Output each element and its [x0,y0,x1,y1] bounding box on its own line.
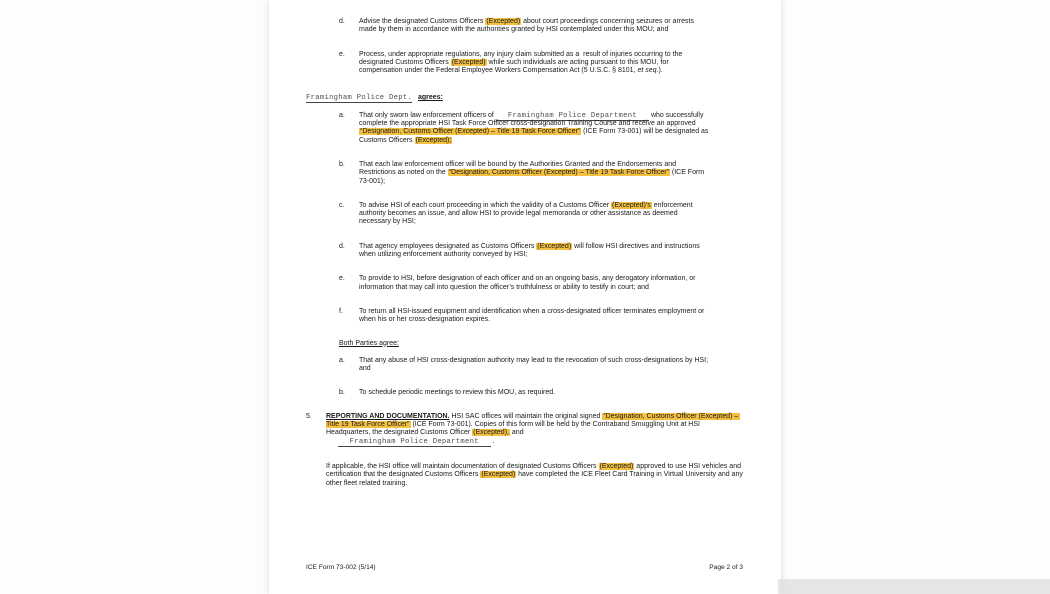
both-parties-heading [306,340,743,348]
highlighted-text: (Excepted) [486,18,521,25]
section-5-reporting [306,413,743,446]
text-segment: (ICE Form 73-001). Copies of this form will be held by the Contraband Smuggling Unit at HSI Headquarters, the designated Customs Officer [326,421,702,437]
item-text [359,357,711,374]
document-body [306,18,743,488]
agency-item-e [306,275,743,292]
highlighted-text: (Excepted) [599,462,634,470]
item-text [306,94,743,102]
if-applicable-paragraph [306,463,743,488]
highlighted-text: (Excepted) [481,471,516,479]
highlighted-text: (Excepted); [415,136,452,144]
text-segment: That agency employees designated as Customs Officers [359,242,537,250]
text-segment: Advise the designated Customs Officers [359,18,486,25]
item-label: f. [339,307,343,315]
agency-item-b [306,161,743,186]
item-text [359,202,711,227]
item-label: d. [339,18,345,25]
agency-item-f [306,308,743,325]
text-segment: To advise HSI of each court proceeding in which the validity of a Customs Officer [359,201,611,209]
item-text [359,308,711,325]
text-segment: (ICE Form 73-001) will be designated as Customs Officers [359,128,711,144]
text-segment: That any abuse of HSI cross-designation authority may lead to the revocation of such cross-designations by HSI; and [359,356,710,373]
text-segment: Process, under appropriate regulations, any injury claim submitted as a result of injuries occurring to the designated Customs Officers [359,50,685,66]
form-filled-text: Framingham Police Dept. [306,94,413,103]
text-segment: Both Parties agree: [339,339,399,347]
text-segment: That each law enforcement officer will be bound by the Authorities Granted and the Endorsements and Restrictions as noted on the [359,160,678,177]
agency-item-d [306,243,743,260]
item-label: b. [339,160,345,168]
text-segment: (ICE Form 73-001); [359,169,707,185]
text-segment: et seq [637,67,657,75]
background-strip [778,579,1050,594]
document-page [269,0,781,594]
text-segment: while such individuals are acting pursuant to this MOU, for compensation under the Federal Employee Workers Compensation Act (5 U.S.C. § 8101, [359,58,671,75]
item-text [326,413,743,446]
item-label: a. [339,356,345,364]
item-text [326,463,743,488]
text-segment: To provide to HSI, before designation of each officer and on an ongoing basis, any derogatory information, or information that may call into question the officer’s truthfulness or ability to testify in court; and [359,275,698,291]
text-segment: about court proceedings concerning seizures or arrests made by them in accordance with the authorities granted by HSI contemplated under this MOU; and [359,18,696,34]
page-number: Page 2 of 3 [709,564,743,571]
both-item-a [306,357,743,374]
text-segment: agrees: [417,94,443,102]
item-text [359,51,711,76]
agency-agrees-heading [306,94,743,102]
item-label: 5. [306,412,312,420]
agency-item-c [306,202,743,227]
highlighted-text: (Excepted) [537,242,572,250]
text-segment: will follow HSI directives and instructions when utilizing enforcement authority conveyed by HSI; [359,242,702,259]
text-segment: have completed the ICE Fleet Card Training in Virtual University and any other fleet related training. [326,471,745,487]
item-text [359,18,711,35]
item-text [339,340,743,348]
item-label: b. [339,389,345,397]
text-segment: To schedule periodic meetings to review this MOU, as required. [359,389,556,397]
text-segment [326,438,338,445]
text-segment: REPORTING AND DOCUMENTATION. [326,412,450,420]
item-label: e. [339,275,345,283]
item-label: a. [339,111,345,119]
page-footer [306,564,743,571]
text-segment: . [490,437,495,445]
text-segment: That only sworn law enforcement officers of [359,111,496,119]
item-label: d. [339,242,345,250]
text-segment: and [509,429,524,437]
item-text [359,389,711,397]
text-segment: If applicable, the HSI office will maintain documentation of designated Customs Officers [326,462,599,470]
text-segment: approved to use HSI vehicles and certification that the designated Customs Officers [326,462,743,479]
item-label: c. [339,201,345,209]
form-number: ICE Form 73-002 (5/14) [306,564,376,571]
form-filled-text: Framingham Police Department [496,112,649,121]
hsi-item-e [306,51,743,76]
highlighted-text: (Excepted), [473,429,509,437]
item-text [359,275,711,292]
item-text [359,243,711,260]
form-filled-text: Framingham Police Department [338,438,491,447]
text-segment: who successfully complete the appropriate HSI Task Force Officer cross-designation Training Course and receive an approved [359,111,706,128]
text-segment: HSI SAC offices will maintain the original signed [449,412,603,420]
highlighted-text: “Designation, Customs Officer (Excepted) – Title 19 Task Force Officer” [360,128,581,136]
item-label: e. [339,50,345,58]
text-segment: enforcement authority becomes an issue, and allow HSI to provide legal memoranda or other assistance as deemed necessary by HSI; [359,201,695,226]
highlighted-text: “Designation, Customs Officer (Excepted) – Title 19 Task Force Officer” [448,169,669,177]
highlighted-text: (Excepted) [451,58,486,66]
highlighted-text: “Designation, Customs Officer (Excepted) – Title 19 Task Force Officer” [326,412,741,429]
text-segment: .). [656,67,663,75]
highlighted-text: (Excepted)’s [612,201,651,209]
both-item-b [306,389,743,397]
agency-item-a [306,112,743,145]
item-text [359,161,711,186]
hsi-item-d [306,18,743,35]
item-text [359,112,711,145]
text-segment: To return all HSI-issued equipment and identification when a cross-designated officer terminates employment or when his or her cross-designation expires. [359,307,707,324]
